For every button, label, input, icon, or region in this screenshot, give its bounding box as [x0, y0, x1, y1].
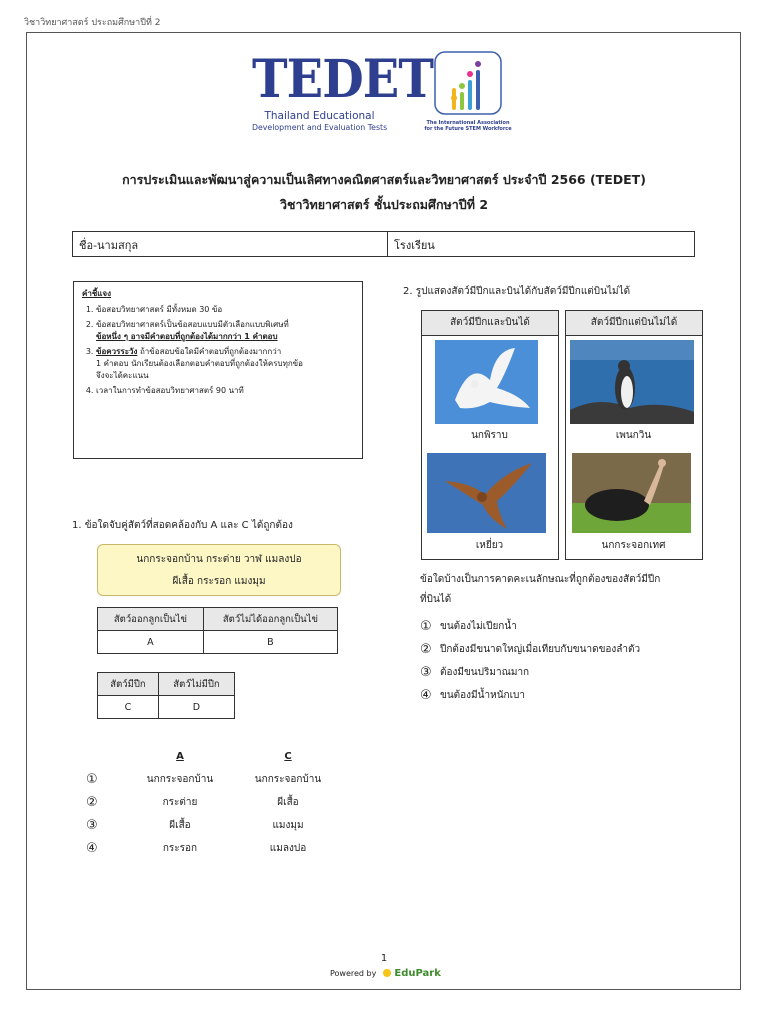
- penguin-image: [570, 340, 694, 424]
- question-1-text: 1. ข้อใดจับคู่สัตว์ที่สอดคล้องกับ A และ C ได้ถูกต้อง: [72, 520, 293, 531]
- question-2-prompt: [420, 570, 660, 610]
- edupark-logo: [380, 966, 441, 980]
- hawk-image: [427, 453, 546, 533]
- instruction-emphasis: ข้อหนึ่ง ๆ อาจมีคำตอบที่ถูกต้องได้มากกว่า 1 คำตอบ: [96, 332, 278, 341]
- option-c-value: ผีเสื้อ: [277, 797, 299, 808]
- options-header: [86, 745, 342, 768]
- edupark-brand: EduPark: [394, 967, 441, 979]
- stem-logo-icon: [418, 50, 518, 116]
- option-number[interactable]: ②: [86, 795, 98, 810]
- option-row[interactable]: [86, 837, 342, 860]
- option-row[interactable]: [420, 615, 640, 638]
- option-text: ขนต้องมีน้ำหนักเบา: [440, 690, 525, 701]
- wing-table-header-1: สัตว์มีปีก: [98, 673, 159, 696]
- instruction-text: จึงจะได้คะแนน: [96, 371, 149, 380]
- name-field[interactable]: ชื่อ-นามสกุล: [73, 232, 388, 256]
- option-a-value: ผีเสื้อ: [169, 820, 191, 831]
- pigeon-image: [435, 340, 538, 424]
- option-a-value: กระต่าย: [162, 797, 198, 808]
- option-row[interactable]: [420, 638, 640, 661]
- animals-box: [97, 544, 341, 596]
- question-2-prompt-line-1: ข้อใดบ้างเป็นการคาดคะเนลักษณะที่ถูกต้องของสัตว์มีปีก: [420, 574, 661, 585]
- option-row[interactable]: [86, 768, 342, 791]
- animals-line-2: ผีเสื้อ กระรอก แมงมุม: [172, 576, 266, 587]
- question-1-options: [86, 745, 342, 860]
- student-info-table: [72, 231, 695, 257]
- option-a-value: กระรอก: [162, 843, 198, 854]
- option-number[interactable]: ③: [420, 665, 432, 680]
- question-2-options: [420, 615, 640, 707]
- option-row[interactable]: [86, 814, 342, 837]
- instructions-box: [73, 281, 363, 459]
- flying-birds-header: สัตว์มีปีกและบินได้: [422, 311, 558, 336]
- sun-icon: [380, 966, 394, 980]
- page-number: 1: [380, 953, 388, 964]
- tedet-subtitle-2: Development and Evaluation Tests: [252, 123, 388, 132]
- option-row[interactable]: [420, 661, 640, 684]
- caption-ostrich: นกกระจอกเทศ: [601, 540, 666, 551]
- col-a-header: A: [176, 751, 184, 762]
- egg-table: [97, 607, 338, 654]
- ostrich-photo: [572, 453, 691, 533]
- col-c-header: C: [284, 751, 292, 762]
- option-text: ขนต้องไม่เปียกน้ำ: [440, 621, 517, 632]
- running-header: วิชาวิทยาศาสตร์ ประถมศึกษาปีที่ 2: [24, 18, 161, 28]
- option-a-value: นกกระจอกบ้าน: [146, 774, 214, 785]
- stem-text-1: The International Association: [426, 120, 510, 126]
- instruction-item: [96, 346, 354, 382]
- ostrich-image: [572, 453, 691, 533]
- powered-by-label: Powered by: [330, 968, 377, 978]
- instruction-text: ถ้าข้อสอบข้อใดมีคำตอบที่ถูกต้องมากกว่า: [139, 347, 282, 356]
- wing-table: [97, 672, 235, 719]
- instruction-text: ข้อสอบวิทยาศาสตร์เป็นข้อสอบแบบมีตัวเลือกแบบพิเศษที่: [96, 320, 289, 329]
- question-2-prompt-line-2: ที่บินได้: [420, 594, 452, 605]
- option-number[interactable]: ④: [420, 688, 432, 703]
- wing-table-cell-c: C: [98, 696, 159, 719]
- instruction-text: 1 คำตอบ นักเรียนต้องเลือกตอบคำตอบที่ถูกต้องให้ครบทุกข้อ: [96, 359, 303, 368]
- option-row[interactable]: [420, 684, 640, 707]
- penguin-photo: [570, 340, 694, 424]
- page-title: การประเมินและพัฒนาสู่ความเป็นเลิศทางคณิตศาสตร์และวิทยาศาสตร์ ประจำปี 2566 (TEDET): [122, 172, 646, 187]
- tedet-subtitle-1: Thailand Educational: [264, 110, 375, 122]
- instructions-heading: คำชี้แจง: [82, 289, 112, 298]
- option-number[interactable]: ③: [86, 818, 98, 833]
- option-number[interactable]: ④: [86, 841, 98, 856]
- egg-table-cell-b: B: [203, 631, 337, 654]
- option-row[interactable]: [86, 791, 342, 814]
- egg-table-header-2: สัตว์ไม่ได้ออกลูกเป็นไข่: [203, 608, 337, 631]
- powered-by: [330, 966, 441, 980]
- egg-table-cell-a: A: [98, 631, 204, 654]
- caption-pigeon: นกพิราบ: [471, 430, 508, 441]
- instruction-warning: ข้อควรระวัง: [96, 347, 138, 356]
- instruction-item: [96, 319, 354, 343]
- tedet-wordmark: TEDET: [252, 49, 434, 110]
- option-number[interactable]: ①: [86, 772, 98, 787]
- caption-hawk: เหยี่ยว: [475, 540, 504, 551]
- stem-logo: [418, 50, 518, 132]
- wing-table-header-2: สัตว์ไม่มีปีก: [158, 673, 234, 696]
- stem-text-2: for the Future STEM Workforce: [424, 126, 512, 132]
- instruction-item: 1. ข้อสอบวิทยาศาสตร์ มีทั้งหมด 30 ข้อ: [96, 304, 354, 316]
- question-2-text: 2. รูปแสดงสัตว์มีปีกและบินได้กับสัตว์มีปีกแต่บินไม่ได้: [403, 286, 631, 297]
- pigeon-photo: [435, 340, 538, 424]
- instruction-item: 4. เวลาในการทำข้อสอบวิทยาศาสตร์ 90 นาที: [96, 385, 354, 397]
- caption-penguin: เพนกวิน: [615, 430, 652, 441]
- instructions-list: [82, 304, 354, 397]
- flightless-birds-header: สัตว์มีปีกแต่บินไม่ได้: [566, 311, 702, 336]
- page-subtitle: วิชาวิทยาศาสตร์ ชั้นประถมศึกษาปีที่ 2: [279, 197, 489, 212]
- option-text: ปีกต้องมีขนาดใหญ่เมื่อเทียบกับขนาดของลำตัว: [440, 644, 641, 655]
- option-c-value: แมงมุม: [272, 820, 304, 831]
- option-text: ต้องมีขนปริมาณมาก: [440, 667, 530, 678]
- tedet-logo: [252, 49, 434, 133]
- option-number[interactable]: ②: [420, 642, 432, 657]
- hawk-photo: [427, 453, 546, 533]
- egg-table-header-1: สัตว์ออกลูกเป็นไข่: [98, 608, 204, 631]
- option-c-value: นกกระจอกบ้าน: [254, 774, 322, 785]
- school-field[interactable]: โรงเรียน: [394, 239, 435, 252]
- option-c-value: แมลงปอ: [269, 843, 307, 854]
- animals-line-1: นกกระจอกบ้าน กระต่าย วาฬ แมลงปอ: [136, 554, 302, 565]
- wing-table-cell-d: D: [158, 696, 234, 719]
- option-number[interactable]: ①: [420, 619, 432, 634]
